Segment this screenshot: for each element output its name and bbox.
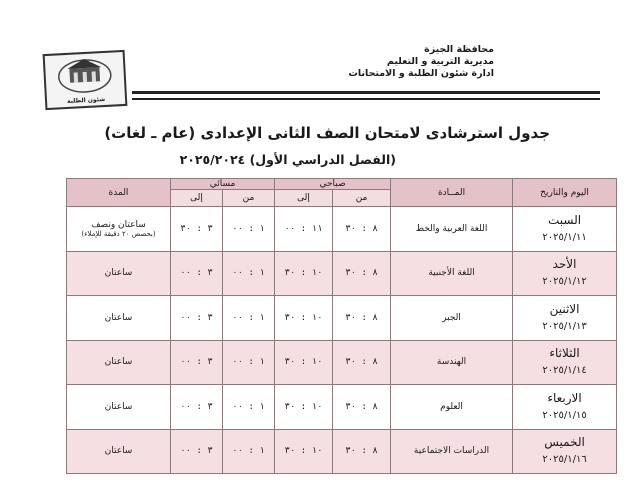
duration-cell: ساعتان xyxy=(67,251,171,296)
morning-from-cell: ٨ : ٣٠ xyxy=(333,296,391,341)
day-date-cell xyxy=(513,296,617,341)
building-emblem-icon xyxy=(45,52,125,96)
evening-to-cell: ٣ : ٠٠ xyxy=(171,385,223,430)
evening-from-cell: ١ : ٠٠ xyxy=(223,385,275,430)
header-day-date: اليوم والتاريخ xyxy=(513,179,617,207)
day-name: السبت xyxy=(547,212,582,227)
day-date-cell xyxy=(513,251,617,296)
table-row xyxy=(67,385,617,430)
evening-to-cell: ٣ : ٠٠ xyxy=(171,296,223,341)
logo-caption: شئون الطلبة xyxy=(66,95,106,105)
evening-to-cell: ٣ : ٠٠ xyxy=(171,429,223,474)
morning-to-cell: ١٠ : ٣٠ xyxy=(275,385,333,430)
subject-cell: الدراسات الاجتماعية xyxy=(391,429,513,474)
day-name: الأحد xyxy=(552,257,577,272)
header-divider xyxy=(132,91,600,94)
morning-from-cell: ٨ : ٣٠ xyxy=(333,207,391,252)
subject-cell: العلوم xyxy=(391,385,513,430)
morning-to-cell: ١٠ : ٣٠ xyxy=(275,340,333,385)
subject-cell: الهندسة xyxy=(391,340,513,385)
duration-cell: ساعتان xyxy=(67,340,171,385)
header-morning: صباحي xyxy=(275,179,391,190)
table-row xyxy=(67,207,617,252)
header-directorate: مديرية التربية و التعليم xyxy=(386,56,494,67)
exam-schedule-table xyxy=(66,178,617,474)
day-date-cell xyxy=(513,385,617,430)
morning-to-cell: ١١ : ٠٠ xyxy=(275,207,333,252)
day-date-cell xyxy=(513,340,617,385)
page-subtitle: (الفصل الدراسي الأول) ٢٠٢٥/٢٠٢٤ xyxy=(179,152,396,167)
morning-to-cell: ١٠ : ٣٠ xyxy=(275,296,333,341)
exam-date: ٢٠٢٥/١/١٦ xyxy=(542,454,587,466)
exam-date: ٢٠٢٥/١/١٤ xyxy=(542,365,587,377)
duration-note: (بحصص ٢٠ دقيقة للإملاء) xyxy=(81,229,156,238)
morning-to-cell: ١٠ : ٣٠ xyxy=(275,429,333,474)
morning-from-cell: ٨ : ٣٠ xyxy=(333,385,391,430)
morning-from-cell: ٨ : ٣٠ xyxy=(333,340,391,385)
evening-from-cell: ١ : ٠٠ xyxy=(223,296,275,341)
duration-value: ساعتان ونصف xyxy=(91,219,146,230)
evening-from-cell: ١ : ٠٠ xyxy=(223,429,275,474)
header-divider-thin xyxy=(132,98,600,100)
table-row xyxy=(67,251,617,296)
morning-from-cell: ٨ : ٣٠ xyxy=(333,251,391,296)
evening-from-cell: ١ : ٠٠ xyxy=(223,251,275,296)
header-subject: المــادة xyxy=(391,179,513,207)
subject-cell: اللغة العربية والخط xyxy=(391,207,513,252)
header-duration: المدة xyxy=(67,179,171,207)
exam-date: ٢٠٢٥/١/١٥ xyxy=(542,409,587,421)
header-morning-from: من xyxy=(333,190,391,207)
evening-to-cell: ٣ : ٠٠ xyxy=(171,340,223,385)
evening-from-cell: ١ : ٠٠ xyxy=(223,207,275,252)
page-title: جدول استرشادى لامتحان الصف الثانى الإعدادى (عام ـ لغات) xyxy=(104,124,550,142)
document-header xyxy=(264,44,494,80)
header-morning-to: إلى xyxy=(275,190,333,207)
table-row xyxy=(67,429,617,474)
exam-date: ٢٠٢٥/١/١١ xyxy=(542,231,587,243)
duration-cell: ساعتان xyxy=(67,385,171,430)
table-row xyxy=(67,296,617,341)
table-row xyxy=(67,340,617,385)
evening-from-cell: ١ : ٠٠ xyxy=(223,340,275,385)
header-evening-from: من xyxy=(223,190,275,207)
subject-cell: اللغة الأجنبية xyxy=(391,251,513,296)
day-date-cell xyxy=(513,207,617,252)
directorate-logo xyxy=(43,50,128,110)
day-name: الثلاثاء xyxy=(549,346,580,361)
duration-cell: ساعتان xyxy=(67,429,171,474)
day-name: الاثنين xyxy=(549,301,580,316)
day-name: الخميس xyxy=(544,435,585,450)
evening-to-cell: ٣ : ٠٠ xyxy=(171,251,223,296)
morning-from-cell: ٨ : ٣٠ xyxy=(333,429,391,474)
header-department: ادارة شئون الطلبة و الامتحانات xyxy=(348,68,494,79)
exam-date: ٢٠٢٥/١/١٣ xyxy=(542,320,587,332)
morning-to-cell: ١٠ : ٣٠ xyxy=(275,251,333,296)
exam-date: ٢٠٢٥/١/١٢ xyxy=(542,276,587,288)
day-date-cell xyxy=(513,429,617,474)
evening-to-cell: ٣ : ٣٠ xyxy=(171,207,223,252)
duration-cell: ساعتان xyxy=(67,296,171,341)
subject-cell: الجبر xyxy=(391,296,513,341)
header-evening: مسائي xyxy=(171,179,275,190)
duration-cell xyxy=(67,207,171,252)
header-evening-to: إلى xyxy=(171,190,223,207)
day-name: الاربعاء xyxy=(547,390,582,405)
header-governorate: محافظة الجيزة xyxy=(424,44,494,55)
